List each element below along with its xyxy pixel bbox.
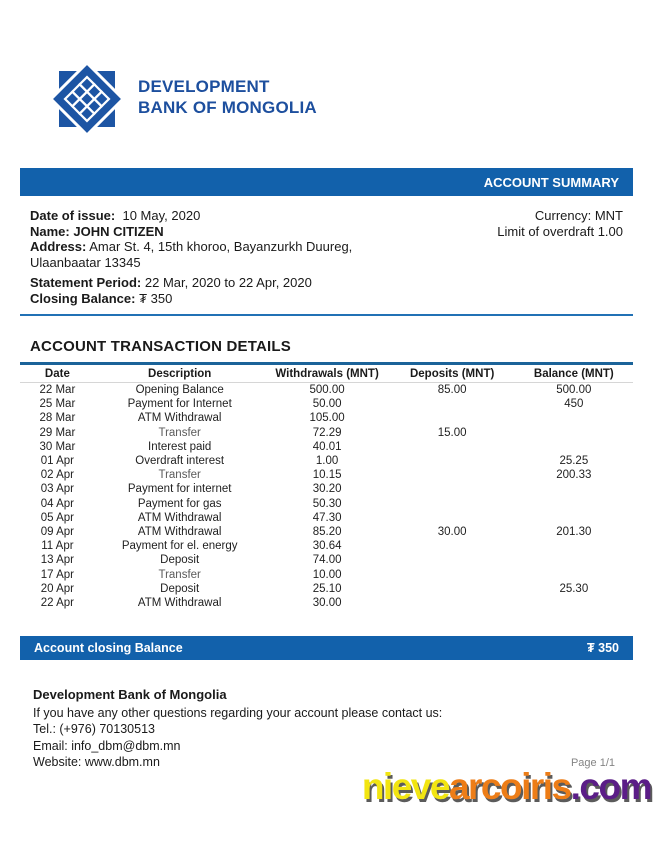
table-row (20, 426, 633, 440)
cell-balance (515, 411, 633, 425)
closing-balance (30, 291, 352, 307)
address-label: Address: (30, 239, 87, 254)
cell-date: 29 Mar (39, 426, 76, 439)
cell-withdrawals: 30.00 (312, 597, 342, 610)
cell-description: ATM Withdrawal (137, 597, 222, 610)
bank-logo-line1: DEVELOPMENT (138, 77, 270, 96)
cell-description: Transfer (158, 426, 201, 439)
cell-withdrawals: 30.20 (312, 483, 342, 496)
cell-date: 05 Apr (40, 511, 75, 524)
table-row (20, 383, 633, 398)
date-of-issue-value: 10 May, 2020 (122, 208, 201, 223)
cell-balance: 201.30 (556, 526, 592, 539)
cell-balance (515, 440, 633, 454)
closing-balance-label: Closing Balance: (30, 290, 136, 306)
cell-balance (515, 596, 633, 610)
column-header-balance: Balance (MNT) (515, 364, 633, 383)
cell-date: 22 Apr (40, 597, 75, 610)
table-row (20, 440, 633, 454)
cell-date: 02 Apr (40, 469, 75, 482)
cell-balance (515, 497, 633, 511)
cell-withdrawals: 47.30 (312, 511, 342, 524)
cell-balance (515, 426, 633, 440)
cell-withdrawals: 85.20 (312, 526, 342, 539)
date-of-issue (30, 208, 352, 224)
account-address-line2 (30, 255, 352, 271)
closing-bar-label: Account closing Balance (34, 641, 183, 656)
account-info-section (20, 206, 633, 316)
cell-balance: 500.00 (556, 384, 592, 396)
cell-deposits (390, 397, 515, 411)
cell-deposits (390, 454, 515, 468)
cell-description: Overdraft interest (135, 455, 225, 468)
cell-balance (515, 511, 633, 525)
cell-date: 01 Apr (40, 455, 75, 468)
cell-description: ATM Withdrawal (137, 511, 222, 524)
cell-deposits (390, 553, 515, 567)
cell-date: 17 Apr (40, 568, 75, 581)
cell-description: ATM Withdrawal (137, 526, 222, 539)
account-summary-bar (20, 168, 633, 196)
cell-balance (515, 568, 633, 582)
cell-description: Payment for internet (127, 483, 232, 496)
statement-period-label: Statement Period: (30, 275, 142, 290)
account-summary-title: ACCOUNT SUMMARY (483, 174, 619, 190)
cell-balance: 25.30 (559, 582, 589, 595)
cell-description: Payment for gas (137, 497, 222, 510)
cell-description: Opening Balance (135, 384, 224, 396)
cell-deposits (390, 511, 515, 525)
name-value: JOHN CITIZEN (73, 223, 164, 239)
cell-balance: 450 (564, 398, 584, 411)
overdraft-limit: Limit of overdraft 1.00 (497, 224, 623, 239)
cell-withdrawals: 74.00 (312, 554, 342, 567)
column-header-withdrawals: Withdrawals (MNT) (265, 364, 390, 383)
cell-description: Payment for Internet (127, 398, 232, 411)
transactions-table (20, 362, 633, 610)
cell-date: 28 Mar (39, 412, 76, 425)
watermark-part3: .com (570, 766, 651, 807)
cell-withdrawals: 50.00 (312, 398, 342, 411)
cell-withdrawals: 40.01 (312, 440, 342, 453)
cell-description: Interest paid (148, 440, 212, 453)
cell-deposits (390, 468, 515, 482)
footer-bank-name: Development Bank of Mongolia (33, 687, 227, 703)
column-header-description: Description (95, 364, 265, 383)
cell-withdrawals: 25.10 (312, 582, 342, 595)
cell-description: Payment for el. energy (121, 540, 238, 553)
statement-period (30, 275, 352, 291)
cell-deposits: 85.00 (437, 384, 467, 396)
cell-balance (515, 553, 633, 567)
cell-deposits (390, 482, 515, 496)
cell-deposits (390, 596, 515, 610)
cell-deposits: 15.00 (437, 426, 467, 439)
cell-deposits (390, 497, 515, 511)
table-row (20, 525, 633, 539)
statement-period-value: 22 Mar, 2020 to 22 Apr, 2020 (144, 275, 312, 290)
watermark-nievearcoiris (362, 766, 651, 808)
footer-contact-note: If you have any other questions regarding your account please contact us: (33, 705, 443, 720)
cell-date: 25 Mar (39, 398, 76, 411)
cell-withdrawals: 50.30 (312, 497, 342, 510)
watermark-part1: nieve (361, 766, 449, 807)
footer-email: Email: info_dbm@dbm.mn (33, 738, 181, 753)
table-row (20, 511, 633, 525)
cell-date: 13 Apr (40, 554, 75, 567)
cell-deposits (390, 411, 515, 425)
table-row (20, 568, 633, 582)
currency: Currency: MNT (534, 208, 623, 223)
cell-withdrawals: 105.00 (309, 412, 345, 425)
cell-date: 09 Apr (40, 526, 75, 539)
cell-withdrawals: 10.00 (312, 568, 342, 581)
cell-description: Transfer (158, 469, 201, 482)
cell-date: 22 Mar (39, 384, 76, 396)
table-row (20, 482, 633, 496)
table-row (20, 582, 633, 596)
transaction-details-title: ACCOUNT TRANSACTION DETAILS (30, 338, 291, 355)
bank-logo-text (138, 76, 317, 118)
bank-logo-line2: BANK OF MONGOLIA (138, 98, 317, 117)
account-info-left (30, 208, 352, 306)
table-row (20, 539, 633, 553)
closing-balance-value: ₮ 350 (139, 290, 173, 306)
cell-balance (515, 482, 633, 496)
watermark-part2: arcoiris (448, 766, 571, 807)
cell-deposits: 30.00 (437, 526, 467, 539)
cell-withdrawals: 500.00 (309, 384, 345, 396)
cell-date: 04 Apr (40, 497, 75, 510)
cell-deposits (390, 582, 515, 596)
closing-bar-value: ₮ 350 (587, 641, 619, 656)
table-row (20, 497, 633, 511)
page-indicator: Page 1/1 (570, 757, 615, 769)
cell-withdrawals: 10.15 (312, 469, 342, 482)
table-row (20, 596, 633, 610)
cell-date: 20 Apr (40, 582, 75, 595)
cell-date: 11 Apr (41, 540, 74, 553)
table-row (20, 553, 633, 567)
column-header-deposits: Deposits (MNT) (390, 364, 515, 383)
transactions-table-body (20, 383, 633, 611)
name-label: Name: (30, 223, 70, 239)
address-value-line1: Amar St. 4, 15th khoroo, Bayanzurkh Duureg, (89, 239, 353, 254)
closing-balance-bar (20, 636, 633, 660)
cell-description: ATM Withdrawal (137, 412, 222, 425)
address-value-line2: Ulaanbaatar 13345 (30, 254, 141, 270)
cell-withdrawals: 72.29 (312, 426, 342, 439)
bank-logo (48, 60, 653, 138)
bank-logo-icon (48, 60, 126, 138)
cell-deposits (390, 568, 515, 582)
cell-withdrawals: 1.00 (315, 455, 339, 468)
cell-description: Deposit (160, 554, 200, 567)
table-row (20, 454, 633, 468)
footer-website: Website: www.dbm.mn (33, 755, 160, 770)
column-header-date: Date (20, 364, 95, 383)
cell-balance (515, 539, 633, 553)
table-row (20, 411, 633, 425)
cell-description: Deposit (160, 582, 200, 595)
account-holder-name (30, 224, 352, 240)
cell-date: 30 Mar (39, 440, 76, 453)
cell-balance: 200.33 (556, 469, 592, 482)
cell-description: Transfer (158, 568, 201, 581)
transactions-table-header (20, 364, 633, 383)
cell-date: 03 Apr (40, 483, 75, 496)
account-info-right (497, 208, 623, 306)
cell-deposits (390, 539, 515, 553)
table-row (20, 397, 633, 411)
date-of-issue-label: Date of issue: (30, 208, 116, 223)
cell-balance: 25.25 (559, 455, 589, 468)
footer-tel: Tel.: (+976) 70130513 (33, 722, 155, 737)
table-row (20, 468, 633, 482)
account-address-line1 (30, 239, 352, 255)
cell-withdrawals: 30.64 (312, 540, 342, 553)
footer-contact-block (33, 687, 633, 771)
cell-deposits (390, 440, 515, 454)
